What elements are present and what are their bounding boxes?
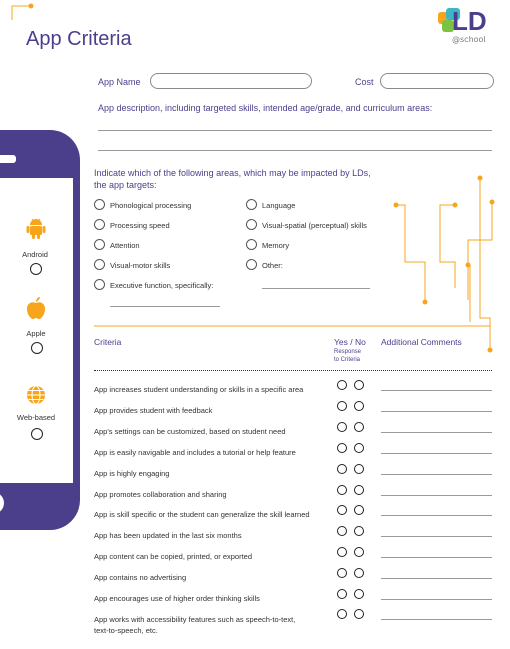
criteria-row-text: App increases student understanding or skills in a specific area	[94, 385, 304, 394]
yes-radio[interactable]	[337, 526, 347, 536]
logo-text: LD	[452, 6, 487, 36]
comment-line[interactable]	[381, 536, 492, 537]
area-label: Visual-motor skills	[110, 261, 171, 270]
criteria-row-text: App works with accessibility features such as speech-to-text,	[94, 615, 296, 624]
comment-line[interactable]	[381, 390, 492, 391]
yes-no-subheader-1: Response	[334, 349, 362, 355]
globe-icon	[26, 385, 46, 405]
yes-radio[interactable]	[337, 609, 347, 619]
area-radio-visual-spatial[interactable]	[246, 219, 257, 230]
yes-radio[interactable]	[337, 380, 347, 390]
no-radio[interactable]	[354, 485, 364, 495]
area-radio-attention[interactable]	[94, 239, 105, 250]
comment-line[interactable]	[381, 557, 492, 558]
comment-line[interactable]	[381, 619, 492, 620]
yes-radio[interactable]	[337, 547, 347, 557]
no-radio[interactable]	[354, 443, 364, 453]
area-radio-other[interactable]	[246, 259, 257, 270]
executive-function-line[interactable]	[110, 306, 220, 307]
criteria-row-text: App is easily navigable and includes a tutorial or help feature	[94, 448, 296, 457]
web-based-radio[interactable]	[31, 428, 43, 440]
description-line-1[interactable]	[98, 130, 492, 131]
no-radio[interactable]	[354, 526, 364, 536]
apple-icon	[26, 296, 46, 320]
area-radio-language[interactable]	[246, 199, 257, 210]
area-radio-visual-motor[interactable]	[94, 259, 105, 270]
criteria-row-text: App is highly engaging	[94, 469, 170, 478]
app-name-label: App Name	[98, 77, 141, 87]
description-line-2[interactable]	[98, 150, 492, 151]
area-label: Other:	[262, 261, 283, 270]
cost-label: Cost	[355, 77, 374, 87]
comment-line[interactable]	[381, 432, 492, 433]
no-radio[interactable]	[354, 547, 364, 557]
no-radio[interactable]	[354, 609, 364, 619]
logo-subtext: @school	[452, 35, 486, 44]
criteria-row-text: App provides student with feedback	[94, 406, 213, 415]
area-radio-memory[interactable]	[246, 239, 257, 250]
criteria-row-text: App content can be copied, printed, or exported	[94, 552, 253, 561]
yes-no-header: Yes / No	[334, 337, 366, 347]
yes-radio[interactable]	[337, 589, 347, 599]
no-radio[interactable]	[354, 401, 364, 411]
other-line[interactable]	[262, 288, 370, 289]
yes-radio[interactable]	[337, 422, 347, 432]
area-label: Memory	[262, 241, 290, 250]
no-radio[interactable]	[354, 568, 364, 578]
comment-line[interactable]	[381, 515, 492, 516]
no-radio[interactable]	[354, 380, 364, 390]
app-name-field[interactable]	[150, 73, 312, 89]
android-label: Android	[22, 250, 48, 259]
no-radio[interactable]	[354, 505, 364, 515]
comment-line[interactable]	[381, 474, 492, 475]
areas-prompt-line-1: Indicate which of the following areas, which may be impacted by LDs,	[94, 168, 371, 178]
area-label: Executive function, specifically:	[110, 281, 214, 290]
web-based-label: Web-based	[16, 413, 56, 422]
no-radio[interactable]	[354, 422, 364, 432]
criteria-row-text: App is skill specific or the student can generalize the skill learned	[94, 510, 310, 519]
comment-line[interactable]	[381, 453, 492, 454]
area-radio-phonological[interactable]	[94, 199, 105, 210]
yes-radio[interactable]	[337, 401, 347, 411]
yes-radio[interactable]	[337, 485, 347, 495]
criteria-header: Criteria	[94, 337, 122, 347]
criteria-row-text: App contains no advertising	[94, 573, 187, 582]
phone-speaker	[0, 155, 16, 163]
header-divider	[94, 370, 492, 371]
no-radio[interactable]	[354, 464, 364, 474]
comment-line[interactable]	[381, 495, 492, 496]
comments-header: Additional Comments	[381, 337, 462, 347]
yes-no-subheader-2: to Criteria	[334, 357, 361, 363]
area-label: Attention	[110, 241, 140, 250]
area-label: Phonological processing	[110, 201, 192, 210]
android-icon	[26, 216, 46, 240]
yes-radio[interactable]	[337, 505, 347, 515]
area-radio-processing-speed[interactable]	[94, 219, 105, 230]
yes-radio[interactable]	[337, 568, 347, 578]
comment-line[interactable]	[381, 578, 492, 579]
page-title: App Criteria	[26, 28, 132, 50]
criteria-row-text: App has been updated in the last six months	[94, 531, 242, 540]
criteria-row-text: App promotes collaboration and sharing	[94, 490, 227, 499]
areas-prompt-line-2: the app targets:	[94, 180, 157, 190]
area-label: Processing speed	[110, 221, 170, 230]
yes-radio[interactable]	[337, 443, 347, 453]
area-radio-executive-function[interactable]	[94, 279, 105, 290]
criteria-row-text: text-to-speech, etc.	[94, 626, 158, 635]
android-radio[interactable]	[30, 263, 42, 275]
description-label: App description, including targeted skills, intended age/grade, and curriculum areas:	[98, 103, 433, 113]
apple-radio[interactable]	[31, 342, 43, 354]
comment-line[interactable]	[381, 599, 492, 600]
apple-label: Apple	[26, 329, 46, 338]
cost-field[interactable]	[380, 73, 494, 89]
comment-line[interactable]	[381, 411, 492, 412]
criteria-row-text: App encourages use of higher order thinking skills	[94, 594, 260, 603]
yes-radio[interactable]	[337, 464, 347, 474]
no-radio[interactable]	[354, 589, 364, 599]
criteria-row-text: App's settings can be customized, based on student need	[94, 427, 286, 436]
area-label: Visual-spatial (perceptual) skills	[262, 221, 367, 230]
area-label: Language	[262, 201, 296, 210]
